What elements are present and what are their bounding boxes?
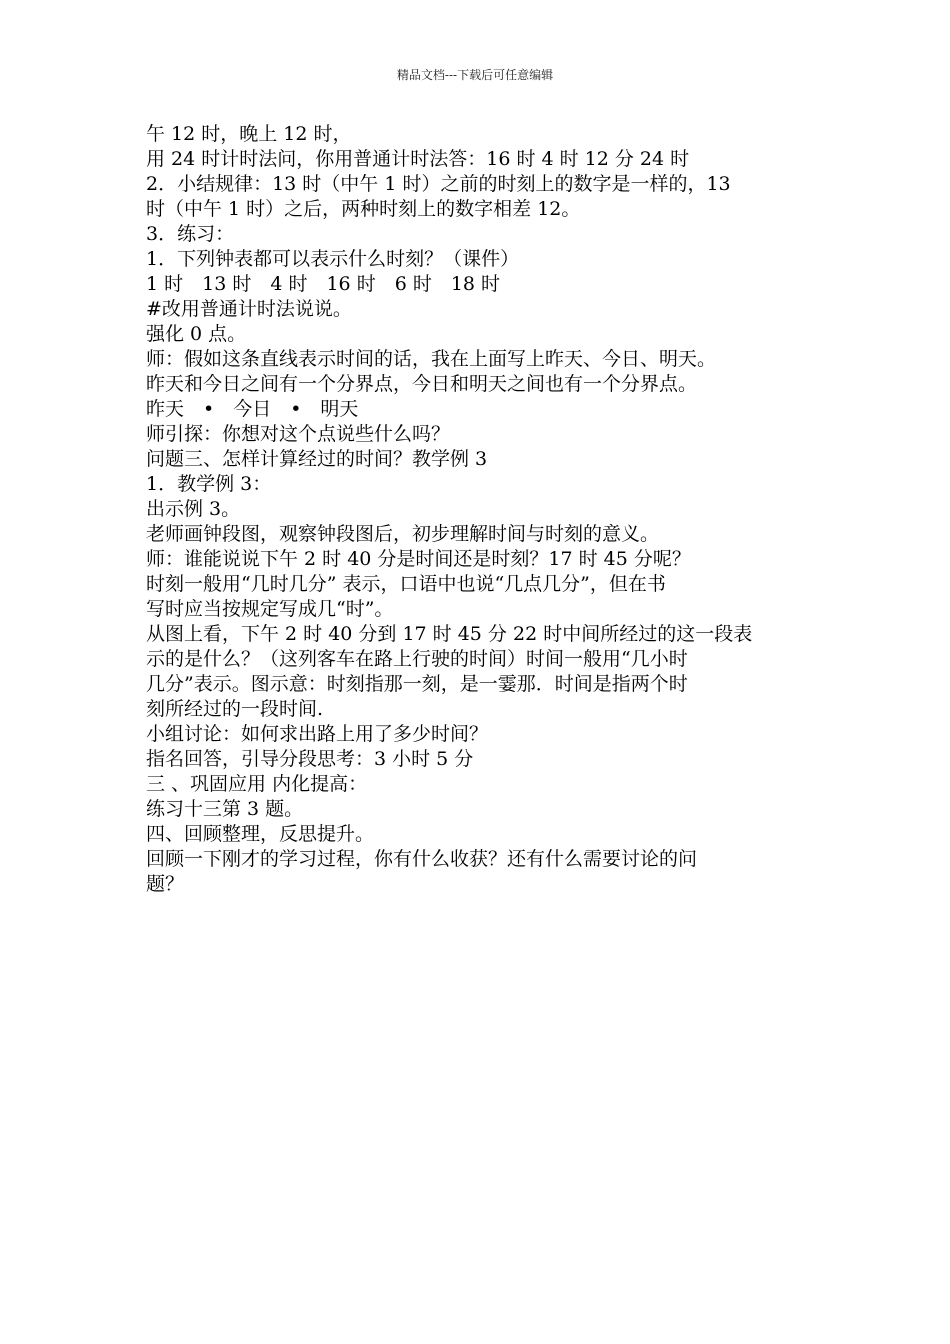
text-line: 问题三、怎样计算经过的时间？教学例 3 xyxy=(146,448,488,470)
text-line: 午 12 时，晚上 12 时， xyxy=(146,123,352,145)
document-body xyxy=(146,122,826,897)
text-line: 四、回顾整理，反思提升。 xyxy=(146,823,375,845)
text-line: 时刻一般用“几时几分” 表示，口语中也说“几点几分”，但在书 xyxy=(146,573,666,595)
text-line: 师：假如这条直线表示时间的话，我在上面写上昨天、今日、明天。 xyxy=(146,348,717,370)
text-line: 师引探：你想对这个点说些什么吗？ xyxy=(146,423,451,445)
text-line: 回顾一下刚才的学习过程，你有什么收获？还有什么需要讨论的问 xyxy=(146,848,698,870)
text-line: 出示例 3。 xyxy=(146,498,241,520)
text-line: 老师画钟段图，观察钟段图后，初步理解时间与时刻的意义。 xyxy=(146,523,660,545)
text-line: 几分”表示。图示意：时刻指那一刻，是一霎那．时间是指两个时 xyxy=(146,673,688,695)
text-line: 师：谁能说说下午 2 时 40 分是时间还是时刻？17 时 45 分呢？ xyxy=(146,548,691,570)
text-line: 昨天 • 今日 • 明天 xyxy=(146,398,359,420)
text-line: 从图上看，下午 2 时 40 分到 17 时 45 分 22 时中间所经过的这一段表 xyxy=(146,623,753,645)
text-line: 指名回答，引导分段思考：3 小时 5 分 xyxy=(146,748,474,770)
text-line: 3．练习： xyxy=(146,223,235,245)
text-line: 2．小结规律：13 时（中午 1 时）之前的时刻上的数字是一样的，13 xyxy=(146,173,731,195)
page-header: 精品文档---下载后可任意编辑 xyxy=(396,68,554,82)
text-line: 刻所经过的一段时间. xyxy=(146,698,324,720)
text-line: 练习十三第 3 题。 xyxy=(146,798,304,820)
text-line: 示的是什么？（这列客车在路上行驶的时间）时间一般用“几小时 xyxy=(146,648,688,670)
text-line: 昨天和今日之间有一个分界点，今日和明天之间也有一个分界点。 xyxy=(146,373,698,395)
text-line: 时（中午 1 时）之后，两种时刻上的数字相差 12。 xyxy=(146,198,581,220)
text-line: #改用普通计时法说说。 xyxy=(146,298,352,320)
text-line: 题？ xyxy=(146,873,185,895)
text-line: 强化 0 点。 xyxy=(146,323,247,345)
text-line: 1．教学例 3： xyxy=(146,473,272,495)
text-line: 写时应当按规定写成几“时”。 xyxy=(146,598,394,620)
text-line: 1 时 13 时 4 时 16 时 6 时 18 时 xyxy=(146,273,501,295)
text-line: 小组讨论：如何求出路上用了多少时间？ xyxy=(146,723,489,745)
text-line: 三 、巩固应用 内化提高： xyxy=(146,773,368,795)
text-line: 用 24 时计时法问，你用普通计时法答：16 时 4 时 12 分 24 时 xyxy=(146,148,690,170)
text-line: 1．下列钟表都可以表示什么时刻？（课件） xyxy=(146,248,520,270)
